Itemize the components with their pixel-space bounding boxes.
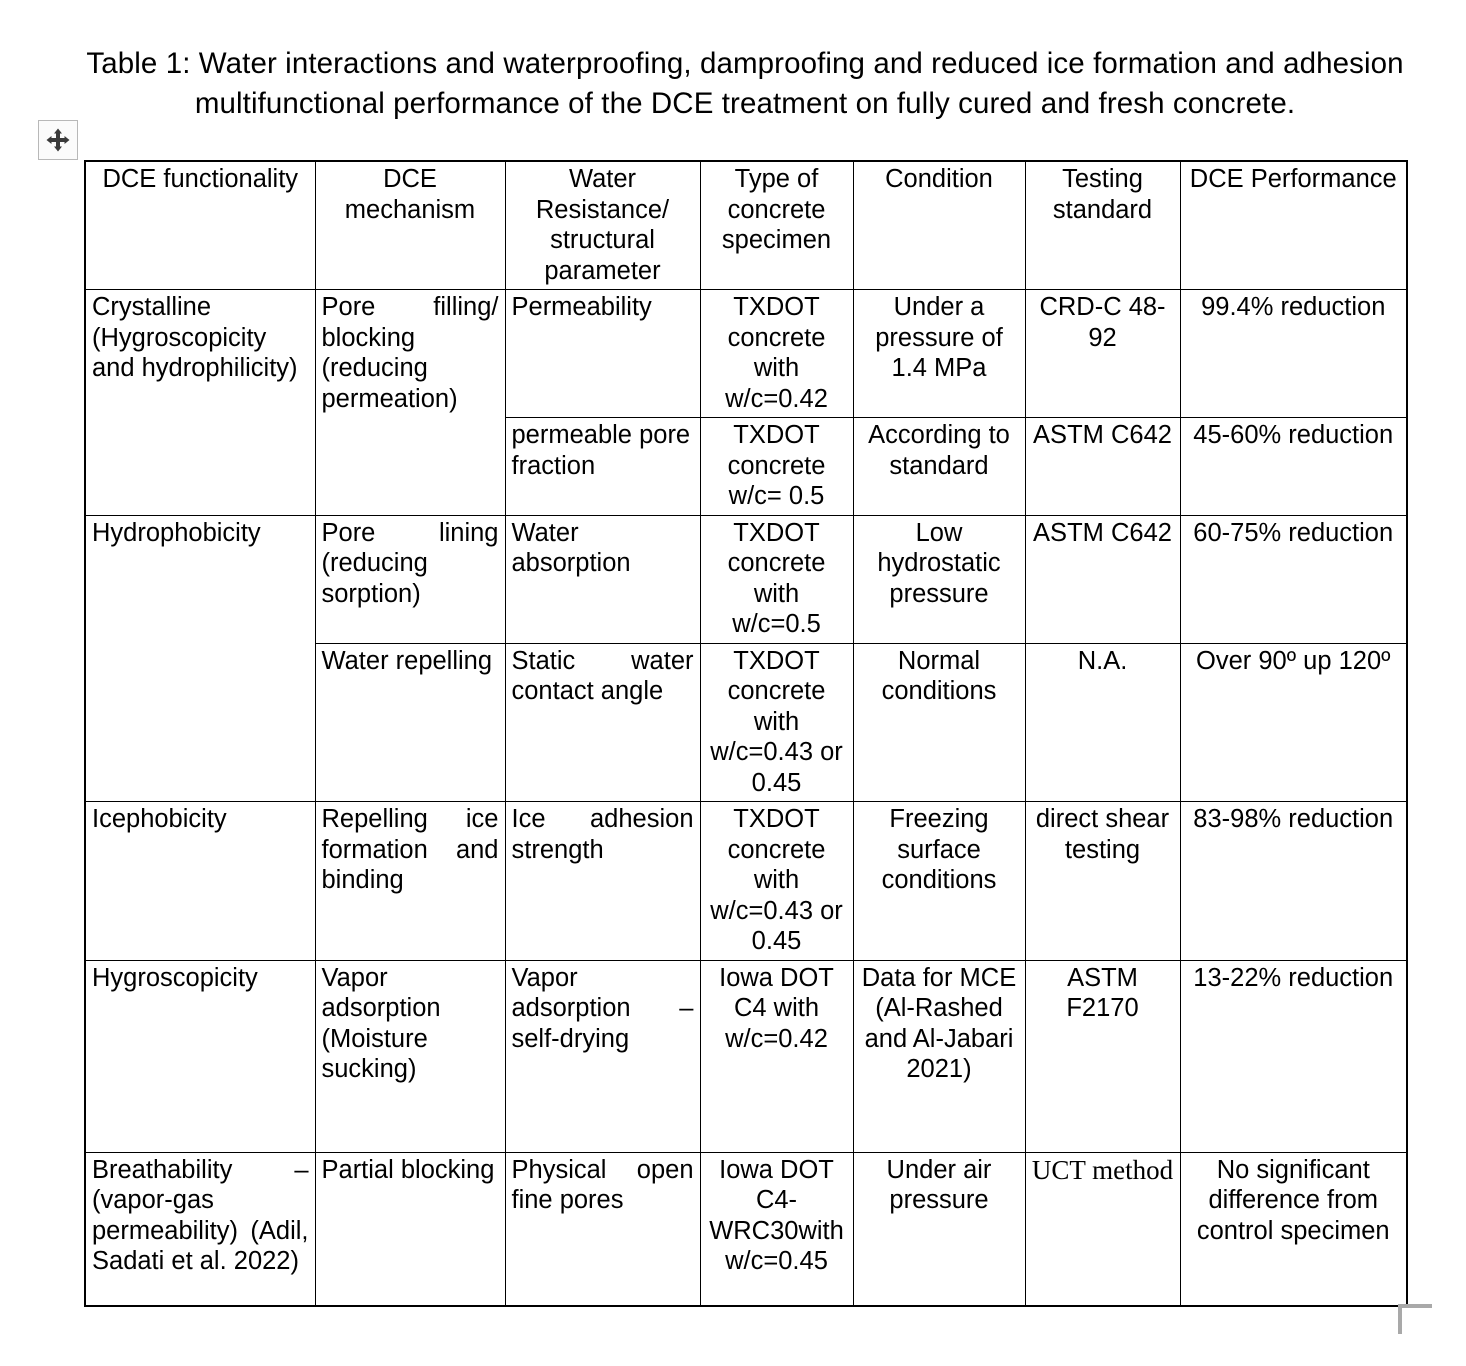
cell-mechanism: Water repelling <box>315 643 505 802</box>
cell-condition: Normal conditions <box>853 643 1025 802</box>
column-header-testing-standard: Testing standard <box>1025 161 1180 290</box>
cell-mechanism: Pore lining (reducing sorption) <box>315 515 505 643</box>
cell-specimen: TXDOT concrete with w/c=0.42 <box>700 290 853 418</box>
cell-specimen: TXDOT concrete with w/c=0.43 or 0.45 <box>700 643 853 802</box>
cell-specimen: TXDOT concrete with w/c=0.5 <box>700 515 853 643</box>
cell-standard: direct shear testing <box>1025 802 1180 961</box>
cell-specimen: TXDOT concrete w/c= 0.5 <box>700 418 853 516</box>
cell-functionality: Icephobicity <box>85 802 315 961</box>
cell-specimen: Iowa DOT C4 with w/c=0.42 <box>700 960 853 1152</box>
move-arrows-icon <box>45 127 71 153</box>
column-header-dce-mechanism: DCE mechanism <box>315 161 505 290</box>
cell-standard: ASTM C642 <box>1025 515 1180 643</box>
table-header-row <box>85 161 1407 290</box>
cell-specimen: TXDOT concrete with w/c=0.43 or 0.45 <box>700 802 853 961</box>
cell-mechanism: Vapor adsorption (Moisture sucking) <box>315 960 505 1152</box>
cell-functionality: Crystalline (Hygroscopicity and hydrophilicity) <box>85 290 315 516</box>
table-row <box>85 515 1407 643</box>
column-header-dce-performance: DCE Performance <box>1180 161 1407 290</box>
cell-parameter: Physical open fine pores <box>505 1152 700 1306</box>
cell-performance: No significant difference from control specimen <box>1180 1152 1407 1306</box>
column-header-concrete-specimen: Type of concrete specimen <box>700 161 853 290</box>
cell-performance: 83-98% reduction <box>1180 802 1407 961</box>
column-header-dce-functionality: DCE functionality <box>85 161 315 290</box>
cell-condition: Under air pressure <box>853 1152 1025 1306</box>
cell-mechanism: Pore filling/ blocking (reducing permeation) <box>315 290 505 516</box>
cell-parameter: Vapor adsorption – self-drying <box>505 960 700 1152</box>
cell-parameter: permeable pore fraction <box>505 418 700 516</box>
cell-specimen: Iowa DOT C4-WRC30with w/c=0.45 <box>700 1152 853 1306</box>
cell-condition: Low hydrostatic pressure <box>853 515 1025 643</box>
cell-functionality: Breathability – (vapor-gas permeability) (Adil, Sadati et al. 2022) <box>85 1152 315 1306</box>
cell-functionality: Hygroscopicity <box>85 960 315 1152</box>
table-caption: Table 1: Water interactions and waterproofing, damproofing and reduced ice formation and adhesion multifunctional performance of the DCE treatment on fully cured and fresh concrete. <box>86 47 1404 120</box>
table-row <box>85 1152 1407 1306</box>
cell-mechanism: Partial blocking <box>315 1152 505 1306</box>
resize-handle-side-bar <box>1398 1304 1402 1334</box>
cell-condition: Data for MCE (Al-Rashed and Al-Jabari 2021) <box>853 960 1025 1152</box>
cell-parameter: Permeability <box>505 290 700 418</box>
table-row <box>85 802 1407 961</box>
cell-performance: Over 90º up 120º <box>1180 643 1407 802</box>
cell-standard: N.A. <box>1025 643 1180 802</box>
column-header-condition: Condition <box>853 161 1025 290</box>
cell-performance: 13-22% reduction <box>1180 960 1407 1152</box>
cell-parameter: Water absorption <box>505 515 700 643</box>
cell-functionality: Hydrophobicity <box>85 515 315 802</box>
cell-parameter: Ice adhesion strength <box>505 802 700 961</box>
cell-condition: Under a pressure of 1.4 MPa <box>853 290 1025 418</box>
dce-performance-table <box>84 160 1408 1307</box>
resize-handle-top-bar <box>1398 1304 1432 1308</box>
table-move-handle[interactable] <box>38 120 78 160</box>
cell-standard: ASTM F2170 <box>1025 960 1180 1152</box>
cell-performance: 60-75% reduction <box>1180 515 1407 643</box>
cell-performance: 45-60% reduction <box>1180 418 1407 516</box>
cell-condition: Freezing surface conditions <box>853 802 1025 961</box>
table-resize-handle[interactable] <box>1398 1304 1432 1338</box>
cell-standard: ASTM C642 <box>1025 418 1180 516</box>
cell-mechanism: Repelling ice formation and binding <box>315 802 505 961</box>
column-header-water-resistance-parameter: Water Resistance/ structural parameter <box>505 161 700 290</box>
cell-condition: According to standard <box>853 418 1025 516</box>
cell-performance: 99.4% reduction <box>1180 290 1407 418</box>
table-row <box>85 290 1407 418</box>
cell-standard: CRD-C 48-92 <box>1025 290 1180 418</box>
cell-parameter: Static water contact angle <box>505 643 700 802</box>
cell-standard: UCT method <box>1025 1152 1180 1306</box>
table-row <box>85 960 1407 1152</box>
